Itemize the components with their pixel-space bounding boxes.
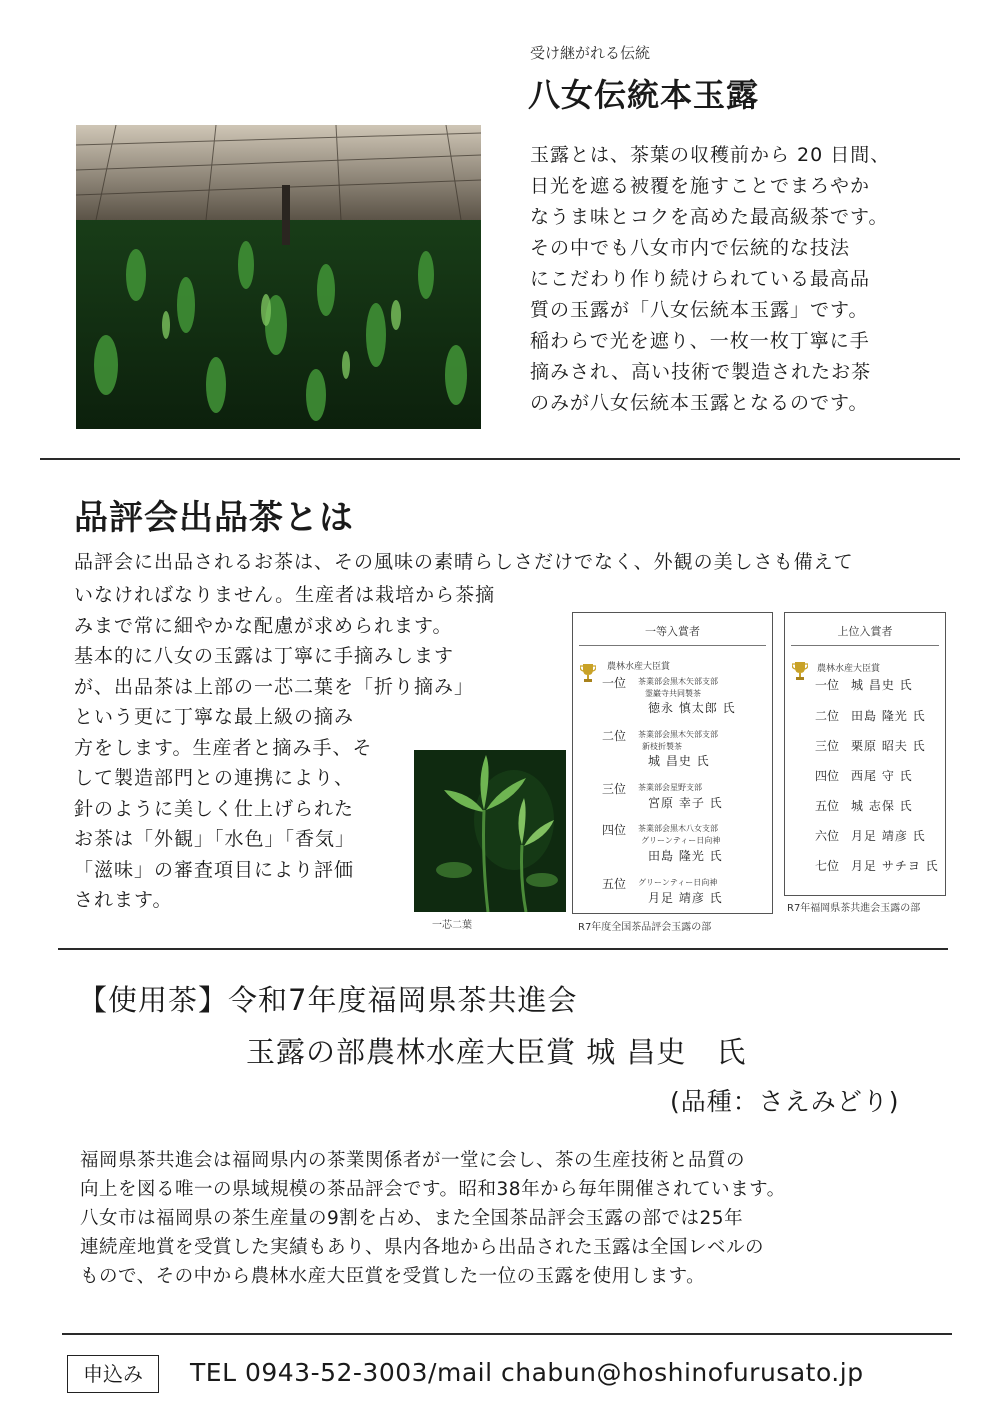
national-rank: 五位 bbox=[602, 877, 627, 891]
national-rank: 四位 bbox=[602, 823, 627, 837]
prefecture-rank: 三位 bbox=[815, 739, 840, 753]
contact-info[interactable]: TEL 0943-52-3003/mail chabun@hoshinofurusato.jp bbox=[190, 1358, 864, 1387]
national-header: 一等入賞者 bbox=[645, 625, 700, 638]
fair-line: もので、その中から農林水産大臣賞を受賞した一位の玉露を使用します。 bbox=[80, 1266, 706, 1287]
intro-line: 質の玉露が「八女伝統本玉露」です。 bbox=[530, 299, 869, 321]
prefecture-rank: 七位 bbox=[815, 859, 840, 873]
prefecture-caption: R7年福岡県茶共進会玉露の部 bbox=[787, 903, 921, 914]
prefecture-rank: 二位 bbox=[815, 709, 840, 723]
intro-line: 玉露とは、茶葉の収穫前から 20 日間、 bbox=[530, 144, 891, 166]
competition-line: お茶は「外観」「水色」「香気」 bbox=[74, 828, 356, 850]
divider bbox=[40, 458, 960, 460]
national-name: 月足 靖彦 氏 bbox=[648, 891, 723, 905]
apply-label: 申込み bbox=[67, 1355, 159, 1393]
fair-line: 福岡県茶共進会は福岡県内の茶業関係者が一堂に会し、茶の生産技術と品質の bbox=[80, 1150, 746, 1171]
competition-line: されます。 bbox=[74, 889, 173, 911]
competition-line: 「滋味」の審査項目により評価 bbox=[74, 858, 355, 881]
national-rank: 一位 bbox=[602, 676, 627, 690]
national-org: 茶業部会星野支部 bbox=[638, 783, 702, 792]
competition-first-line: 品評会に出品されるお茶は、その風味の素晴らしさだけでなく、外観の美しさも備えて bbox=[74, 551, 854, 573]
intro-line: 稲わらで光を遮り、一枚一枚丁寧に手 bbox=[530, 330, 870, 352]
intro-line: のみが八女伝統本玉露となるのです。 bbox=[530, 392, 869, 414]
national-caption: R7年度全国茶品評会玉露の部 bbox=[578, 922, 712, 933]
national-award: 農林水産大臣賞 bbox=[607, 662, 671, 672]
tea-bud-photo bbox=[414, 750, 566, 912]
national-org: 茶業部会黒木矢部支部 bbox=[638, 677, 718, 686]
prefecture-name: 城 昌史 氏 bbox=[851, 678, 913, 692]
intro-line: 日光を遮る被覆を施すことでまろやか bbox=[530, 175, 871, 197]
tea-variety: (品種：さえみどり) bbox=[670, 1087, 900, 1116]
trophy-icon bbox=[580, 663, 596, 683]
national-name: 城 昌史 氏 bbox=[648, 754, 710, 768]
divider bbox=[58, 948, 948, 950]
fair-line: 連続産地賞を受賞した実績もあり、県内各地から出品された玉露は全国レベルの bbox=[80, 1237, 765, 1258]
national-org: グリーンティー日向神 bbox=[638, 878, 718, 887]
national-org: 茶業部会黒木矢部支部 bbox=[638, 730, 718, 739]
competition-line: みまで常に細やかな配慮が求められます。 bbox=[74, 614, 453, 637]
prefecture-award: 農林水産大臣賞 bbox=[817, 664, 881, 674]
competition-line: 方をします。生産者と摘み手、そ bbox=[74, 736, 373, 759]
prefecture-header: 上位入賞者 bbox=[837, 625, 893, 638]
national-rank: 二位 bbox=[602, 729, 627, 743]
bud-photo-caption: 一芯二葉 bbox=[432, 920, 472, 931]
competition-line: 針のように美しく仕上げられた bbox=[74, 797, 355, 820]
competition-title: 品評会出品茶とは bbox=[74, 498, 354, 538]
prefecture-rank: 六位 bbox=[815, 829, 840, 843]
national-org: 新枝折製茶 bbox=[642, 742, 682, 751]
tea-used-line1: 【使用茶】令和7年度福岡県茶共進会 bbox=[78, 983, 578, 1017]
national-name: 徳永 慎太郎 氏 bbox=[648, 701, 736, 715]
intro-title: 八女伝統本玉露 bbox=[528, 76, 760, 114]
box-divider bbox=[579, 645, 766, 646]
prefecture-name: 栗原 昭夫 氏 bbox=[851, 739, 926, 753]
intro-line: その中でも八女市内で伝統的な技法 bbox=[530, 237, 851, 259]
box-divider bbox=[791, 645, 939, 646]
intro-line: なうま味とコクを高めた最高級茶です。 bbox=[530, 206, 889, 228]
intro-subtitle: 受け継がれる伝統 bbox=[530, 44, 651, 62]
prefecture-name: 西尾 守 氏 bbox=[851, 769, 913, 783]
national-name: 田島 隆光 氏 bbox=[648, 849, 723, 863]
divider bbox=[62, 1333, 952, 1335]
competition-line: が、出品茶は上部の一芯二葉を「折り摘み」 bbox=[74, 675, 475, 698]
prefecture-results-box bbox=[784, 612, 946, 896]
trophy-icon bbox=[792, 661, 808, 681]
national-org: 茶業部会黒木八女支部 bbox=[638, 824, 718, 833]
intro-body bbox=[530, 140, 940, 419]
national-name: 宮原 幸子 氏 bbox=[648, 796, 723, 810]
prefecture-rank: 五位 bbox=[815, 799, 840, 813]
national-rank: 三位 bbox=[602, 782, 627, 796]
intro-line: にこだわり作り続けられている最高品 bbox=[530, 268, 871, 290]
intro-line: 摘みされ、高い技術で製造されたお茶 bbox=[530, 361, 872, 383]
prefecture-rank: 四位 bbox=[815, 769, 840, 783]
competition-line: という更に丁寧な最上級の摘み bbox=[74, 706, 355, 728]
national-results-box bbox=[572, 612, 773, 914]
prefecture-name: 城 志保 氏 bbox=[851, 799, 913, 813]
prefecture-name: 田島 隆光 氏 bbox=[851, 709, 926, 723]
prefecture-rank: 一位 bbox=[815, 678, 840, 692]
national-org: グリーンティー日向神 bbox=[641, 836, 721, 845]
fair-line: 向上を図る唯一の県域規模の茶品評会です。昭和38年から毎年開催されています。 bbox=[80, 1179, 786, 1200]
competition-line: 基本的に八女の玉露は丁寧に手摘みします bbox=[74, 645, 455, 667]
fair-body bbox=[80, 1146, 786, 1291]
tea-field-photo bbox=[76, 125, 481, 429]
prefecture-name: 月足 サチヨ 氏 bbox=[851, 859, 939, 873]
fair-line: 八女市は福岡県の茶生産量の9割を占め、また全国茶品評会玉露の部では25年 bbox=[80, 1208, 744, 1229]
competition-line: して製造部門との連携により、 bbox=[74, 767, 355, 789]
national-org: 霊巌寺共同製茶 bbox=[645, 689, 701, 698]
tea-used-line2: 玉露の部農林水産大臣賞 城 昌史 氏 bbox=[246, 1035, 747, 1069]
prefecture-name: 月足 靖彦 氏 bbox=[851, 829, 926, 843]
competition-line: いなければなりません。生産者は栽培から茶摘 bbox=[74, 584, 496, 606]
